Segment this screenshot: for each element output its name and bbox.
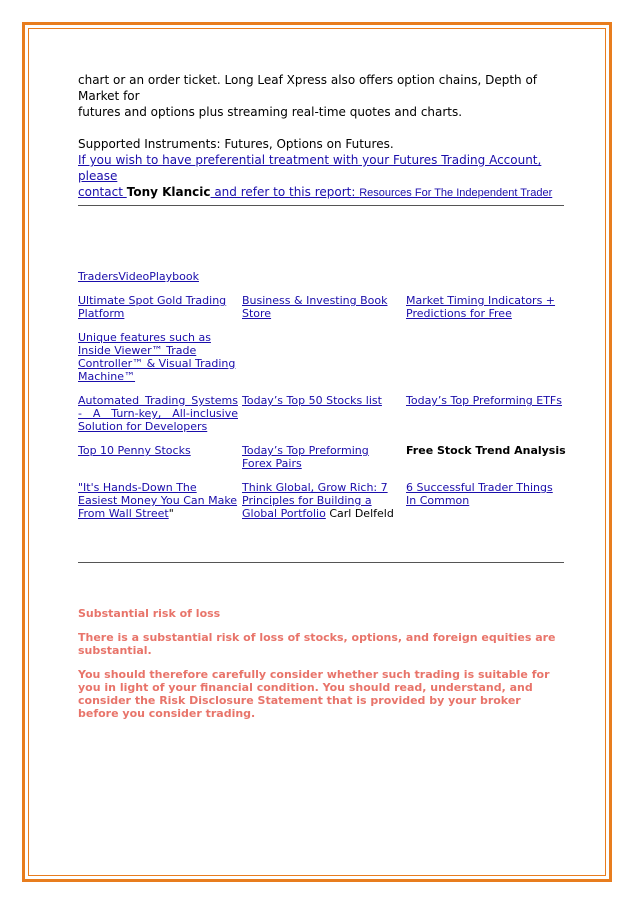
- risk-paragraph-1: There is a substantial risk of loss of stocks, options, and foreign equities are substantial.: [78, 631, 556, 657]
- contact-line: [78, 184, 564, 201]
- free-stock-trend: Free Stock Trend Analysis: [406, 444, 566, 457]
- preferential-treatment-link[interactable]: If you wish to have preferential treatment with your Futures Trading Account, please: [78, 153, 542, 183]
- resources-report-link[interactable]: Resources For The Independent Trader: [359, 187, 553, 199]
- book-store-link[interactable]: Business & Investing Book Store: [242, 294, 388, 320]
- traders-video-playbook: [78, 270, 564, 283]
- traders-video-playbook-link[interactable]: TradersVideoPlaybook: [78, 270, 199, 283]
- intro-line-2: futures and options plus streaming real-time quotes and charts.: [78, 105, 463, 119]
- page-content: [78, 72, 564, 720]
- top-50-stocks-link[interactable]: Today’s Top 50 Stocks list: [242, 394, 382, 407]
- market-timing-link[interactable]: Market Timing Indicators + Predictions for Free: [406, 294, 556, 320]
- risk-title: Substantial risk of loss: [78, 607, 221, 620]
- link-grid: [78, 294, 564, 520]
- forex-pairs-link[interactable]: Today’s Top Preforming Forex Pairs: [242, 444, 369, 470]
- supported-instruments: Supported Instruments: Futures, Options on Futures.: [78, 137, 394, 151]
- contact-paragraph: [78, 152, 564, 184]
- contact-link[interactable]: contact: [78, 185, 127, 199]
- unique-features-link[interactable]: Unique features such as Inside Viewer™ Trade Controller™ & Visual Trading Machine™: [78, 331, 236, 383]
- gold-trading-link[interactable]: Ultimate Spot Gold Trading Platform: [78, 294, 227, 320]
- automated-trading-link[interactable]: Automated Trading Systems - A Turn-key, All-inclusive Solution for Developers: [78, 394, 238, 433]
- refer-link[interactable]: and refer to this report:: [210, 185, 360, 199]
- book-author: Carl Delfeld: [325, 507, 394, 520]
- quote-close: ": [168, 507, 174, 520]
- successful-trader-link[interactable]: 6 Successful Trader Things In Common: [406, 481, 553, 507]
- top-etfs-link[interactable]: Today’s Top Preforming ETFs: [406, 394, 562, 407]
- intro-line-1: chart or an order ticket. Long Leaf Xpress also offers option chains, Depth of Market for: [78, 73, 538, 103]
- penny-stocks-link[interactable]: Top 10 Penny Stocks: [78, 444, 191, 457]
- risk-paragraph-2: You should therefore carefully consider whether such trading is suitable for you in light of your financial condition. You should read, understand, and consider the Risk Disclosure Statement that is provided by your broker before you consider trading.: [78, 668, 550, 720]
- easiest-money-link[interactable]: "It's Hands-Down The Easiest Money You Can Make From Wall Street: [78, 481, 238, 520]
- think-global-link[interactable]: Think Global, Grow Rich: 7 Principles for Building a Global Portfolio: [242, 481, 388, 520]
- contact-name: Tony Klancic: [126, 185, 211, 199]
